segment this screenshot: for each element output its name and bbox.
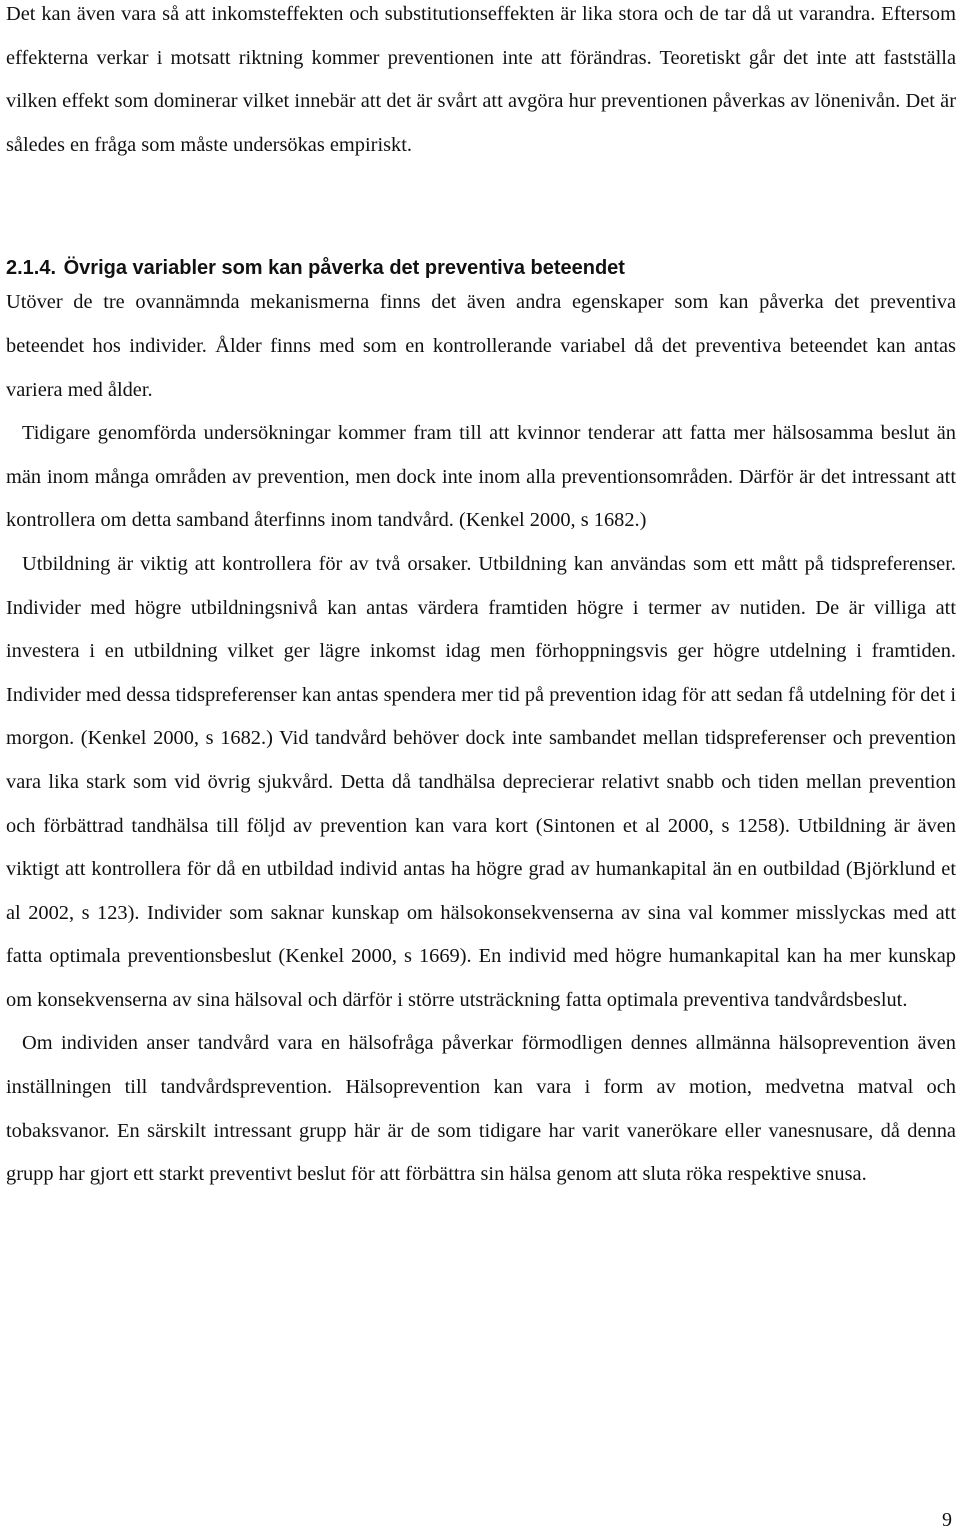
page-number: 9 <box>942 1509 952 1531</box>
document-page <box>6 0 956 1197</box>
section-heading <box>6 253 956 283</box>
section-number: 2.1.4. <box>6 257 57 280</box>
intro-paragraph: Det kan även vara så att inkomsteffekten och substitutionseffekten är lika stora och de tar då ut varandra. Eftersom effekterna verkar i motsatt riktning kommer preventionen inte att förändras. Teoretiskt går det inte att fastställa vilken effekt som dominerar vilket innebär att det är svårt att avgöra hur preventionen påverkas av lönenivån. Det är således en fråga som måste undersökas empiriskt. <box>6 3 956 156</box>
health-paragraph: Om individen anser tandvård vara en hälsofråga påverkar förmodligen dennes allmänna hälsoprevention även inställningen till tandvårdsprevention. Hälsoprevention kan vara i form av motion, medvetna matval och tobaksvanor. En särskilt intressant grupp här är de som tidigare har varit vanerökare eller vanesnusare, då denna grupp har gjort ett starkt preventivt beslut för att förbättra sin hälsa genom att sluta röka respektive snusa. <box>6 1032 956 1186</box>
section-title: Övriga variabler som kan påverka det preventiva beteendet <box>63 257 625 280</box>
gender-paragraph: Tidigare genomförda undersökningar kommer fram till att kvinnor tenderar att fatta mer hälsosamma beslut än män inom många områden av prevention, men dock inte inom alla preventionsområden. Därför är det intressant att kontrollera om detta samband återfinns inom tandvård. (Kenkel 2000, s 1682.) <box>6 422 956 532</box>
education-paragraph: Utbildning är viktig att kontrollera för av två orsaker. Utbildning kan användas som ett mått på tidspreferenser. Individer med högre utbildningsnivå kan antas värdera framtiden högre i termer av nutiden. De är villiga att investera i en utbildning vilket ger lägre inkomst idag men förhoppningsvis ger högre utdelning i framtiden. Individer med dessa tidspreferenser kan antas spendera mer tid på prevention idag för att sedan få utdelning för det i morgon. (Kenkel 2000, s 1682.) Vid tandvård behöver dock inte sambandet mellan tidspreferenser och prevention vara lika stark som vid övrig sjukvård. Detta då tandhälsa deprecierar relativt snabb och tiden mellan prevention och förbättrad tandhälsa till följd av prevention kan vara kort (Sintonen et al 2000, s 1258). Utbildning är även viktigt att kontrollera för då en utbildad individ antas ha högre grad av humankapital än en outbildad (Björklund et al 2002, s 123). Individer som saknar kunskap om hälsokonsekvenserna av sina val kommer misslyckas med att fatta optimala preventionsbeslut (Kenkel 2000, s 1669). En individ med högre humankapital kan ha mer kunskap om konsekvenserna av sina hälsoval och därför i större utsträckning fatta optimala preventiva tandvårdsbeslut. <box>6 552 956 1011</box>
section-lead-paragraph: Utöver de tre ovannämnda mekanismerna finns det även andra egenskaper som kan påverka det preventiva beteendet hos individer. Ålder finns med som en kontrollerande variabel då det preventiva beteendet kan antas variera med ålder. <box>6 291 956 401</box>
